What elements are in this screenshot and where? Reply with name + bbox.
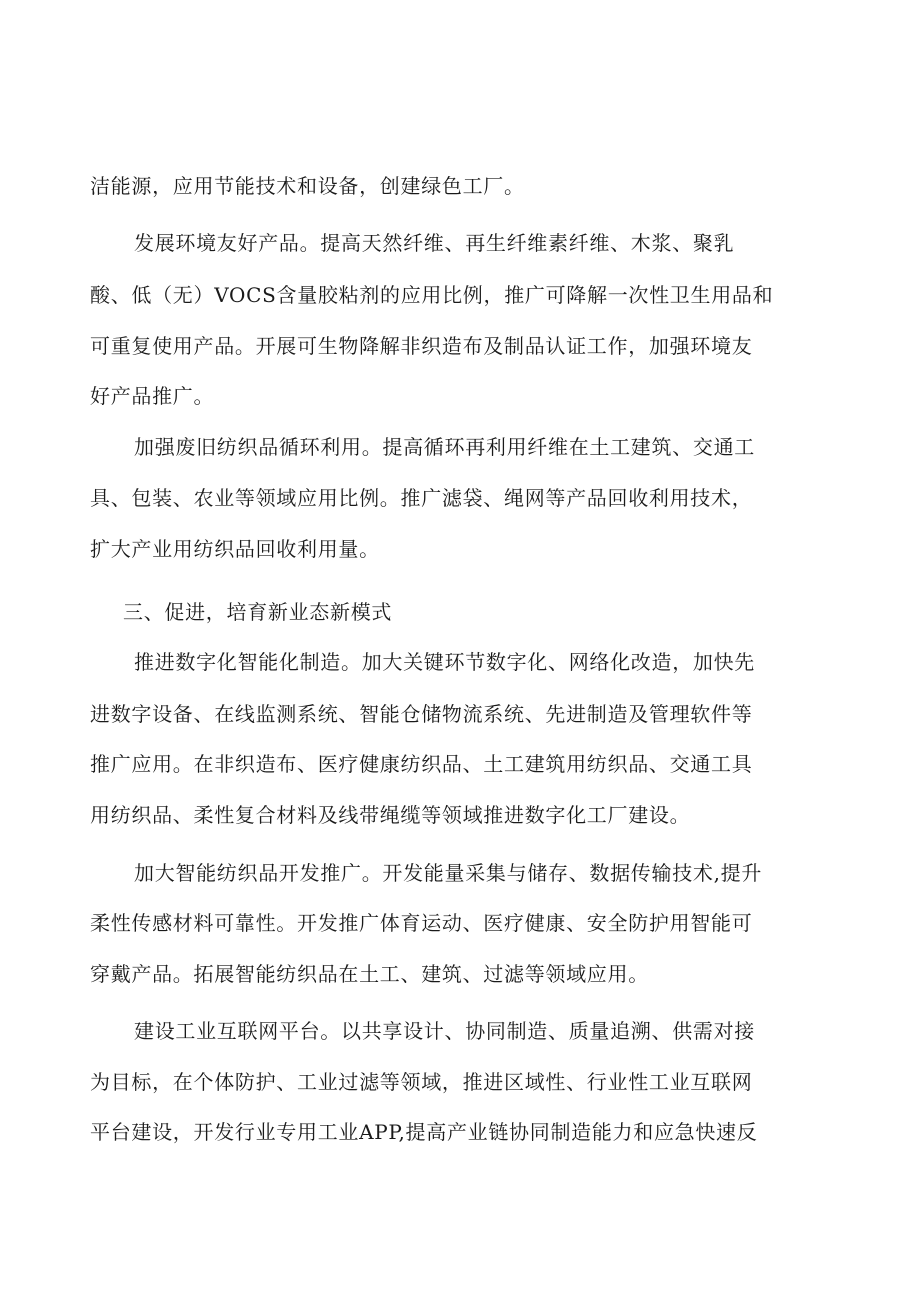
paragraph-line: 用纺织品、柔性复合材料及线带绳缆等领域推进数字化工厂建设。 xyxy=(90,803,691,827)
paragraph-line: 进数字设备、在线监测系统、智能仓储物流系统、先进制造及管理软件等 xyxy=(90,702,753,726)
paragraph-line: 建设工业互联网平台。以共享设计、协同制造、质量追溯、供需对接 xyxy=(134,1019,755,1043)
paragraph-line: 洁能源，应用节能技术和设备，创建绿色工厂。 xyxy=(90,174,525,198)
section-heading: 三、促进，培育新业态新模式 xyxy=(123,600,393,624)
paragraph-line: 加强废旧纺织品循环利用。提高循环再利用纤维在土工建筑、交通工 xyxy=(134,435,755,459)
paragraph-line: 扩大产业用纺织品回收利用量。 xyxy=(90,537,380,561)
paragraph-line: 加大智能纺织品开发推广。开发能量采集与储存、数据传输技术,提升 xyxy=(134,861,763,885)
paragraph-line: 平台建设，开发行业专用工业APP,提高产业链协同制造能力和应急快速反 xyxy=(90,1120,758,1144)
paragraph-line: 可重复使用产品。开展可生物降解非织造布及制品认证工作，加强环境友 xyxy=(90,334,753,358)
paragraph-line: 柔性传感材料可靠性。开发推广体育运动、医疗健康、安全防护用智能可 xyxy=(90,911,753,935)
paragraph-line: 好产品推广。 xyxy=(90,384,215,408)
paragraph-line: 酸、低（无）VOCS含量胶粘剂的应用比例，推广可降解一次性卫生用品和 xyxy=(90,283,774,307)
paragraph-line: 发展环境友好产品。提高天然纤维、再生纤维素纤维、木浆、聚乳 xyxy=(134,231,735,255)
paragraph-line: 推进数字化智能化制造。加大关键环节数字化、网络化改造，加快先 xyxy=(134,650,755,674)
paragraph-line: 为目标，在个体防护、工业过滤等领域，推进区域性、行业性工业互联网 xyxy=(90,1070,753,1094)
paragraph-line: 推广应用。在非织造布、医疗健康纺织品、土工建筑用纺织品、交通工具 xyxy=(90,752,753,776)
paragraph-line: 穿戴产品。拓展智能纺织品在土工、建筑、过滤等领域应用。 xyxy=(90,962,649,986)
paragraph-line: 具、包装、农业等领域应用比例。推广滤袋、绳网等产品回收利用技术， xyxy=(90,486,753,510)
